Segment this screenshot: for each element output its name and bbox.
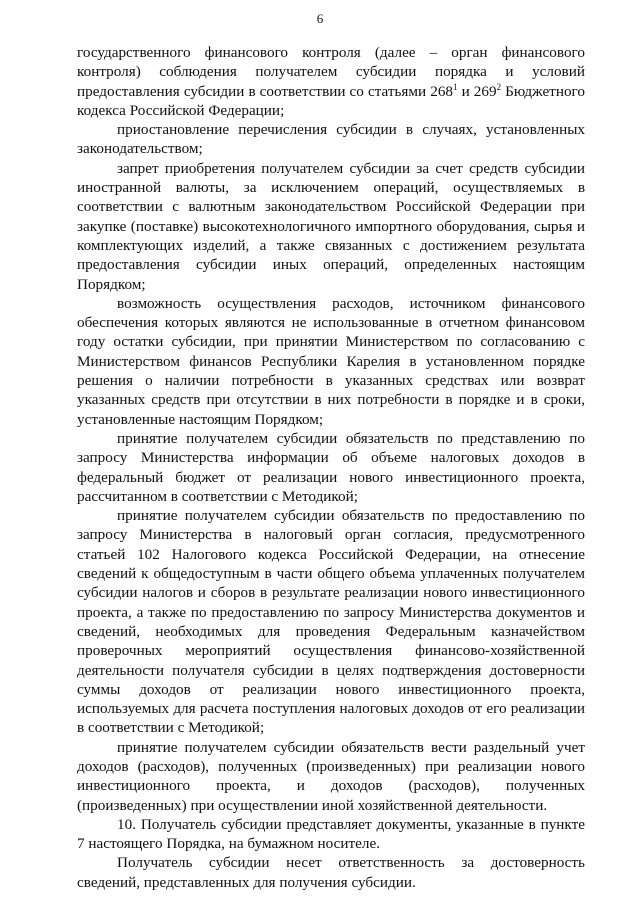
paragraph-responsibility: Получатель субсидии несет ответственность за достоверность сведений, представленных для получения субсидии. xyxy=(77,854,585,891)
paragraph-currency-ban: запрет приобретения получателем субсидии за счет средств субсидии иностранной валюты, за исключением операций, осуществляемых в соответствии с валютным законодательством Российской Федерации при закупке (поставке) высокотехнологичного импортного оборудования, сырья и комплектующих изделий, а также связанных с достижением результата предоставления субсидии иных операций, определенных настоящим Порядком; xyxy=(77,159,585,293)
paragraph-tax-consent-obligation: принятие получателем субсидии обязательств по предоставлению по запросу Министерства в налоговый орган согласия, предусмотренного статьей 102 Налогового кодекса Российской Федерации, на отнесение сведений к общедоступным в части общего объема уплаченных получателем субсидии налогов и сборов в результате реализации нового инвестиционного проекта, а также по предоставлению по запросу Министерства документов и сведений, необходимых для проведения Федеральным казначейством проверочных мероприятий осуществления финансово-хозяйственной деятельности получателя субсидии в целях подтверждения достоверности суммы доходов от реализации нового инвестиционного проекта, используемых для расчета поступления налоговых доходов от его реализации в соответствии с Методикой; xyxy=(77,507,585,737)
page-number: 6 xyxy=(316,11,324,26)
paragraph-separate-accounting: принятие получателем субсидии обязательств вести раздельный учет доходов (расходов), полученных (произведенных) при реализации нового инвестиционного проекта, и доходов (расходов), полученных (произведенных) при осуществлении иной хозяйственной деятельности. xyxy=(77,738,585,814)
paragraph-suspension: приостановление перечисления субсидии в случаях, установленных законодательством; xyxy=(77,121,585,158)
paragraph-control-authority: государственного финансового контроля (далее – орган финансового контроля) соблюдения получателем субсидии порядка и условий предоставления субсидии в соответствии со статьями $268^1$ и $269^2$ Бюджетного кодекса Российской Федерации; xyxy=(77,44,585,119)
paragraph-unused-balances: возможность осуществления расходов, источником финансового обеспечения которых являются не использованные в отчетном финансовом году остатки субсидии, при принятии Министерством по согласованию с Министерством финансов Республики Карелия в установленном порядке решения о наличии потребности в указанных средствах или возврат указанных средств при отсутствии в них потребности в порядке и в сроки, установленные настоящим Порядком; xyxy=(77,294,585,428)
document-body xyxy=(77,43,585,892)
paragraph-tax-info-obligation: принятие получателем субсидии обязательств по представлению по запросу Министерства информации об объеме налоговых доходов в федеральный бюджет от реализации нового инвестиционного проекта, рассчитанном в соответствии с Методикой; xyxy=(77,429,585,505)
paragraph-item-10: 10. Получатель субсидии представляет документы, указанные в пункте 7 настоящего Порядка, на бумажном носителе. xyxy=(77,815,585,853)
